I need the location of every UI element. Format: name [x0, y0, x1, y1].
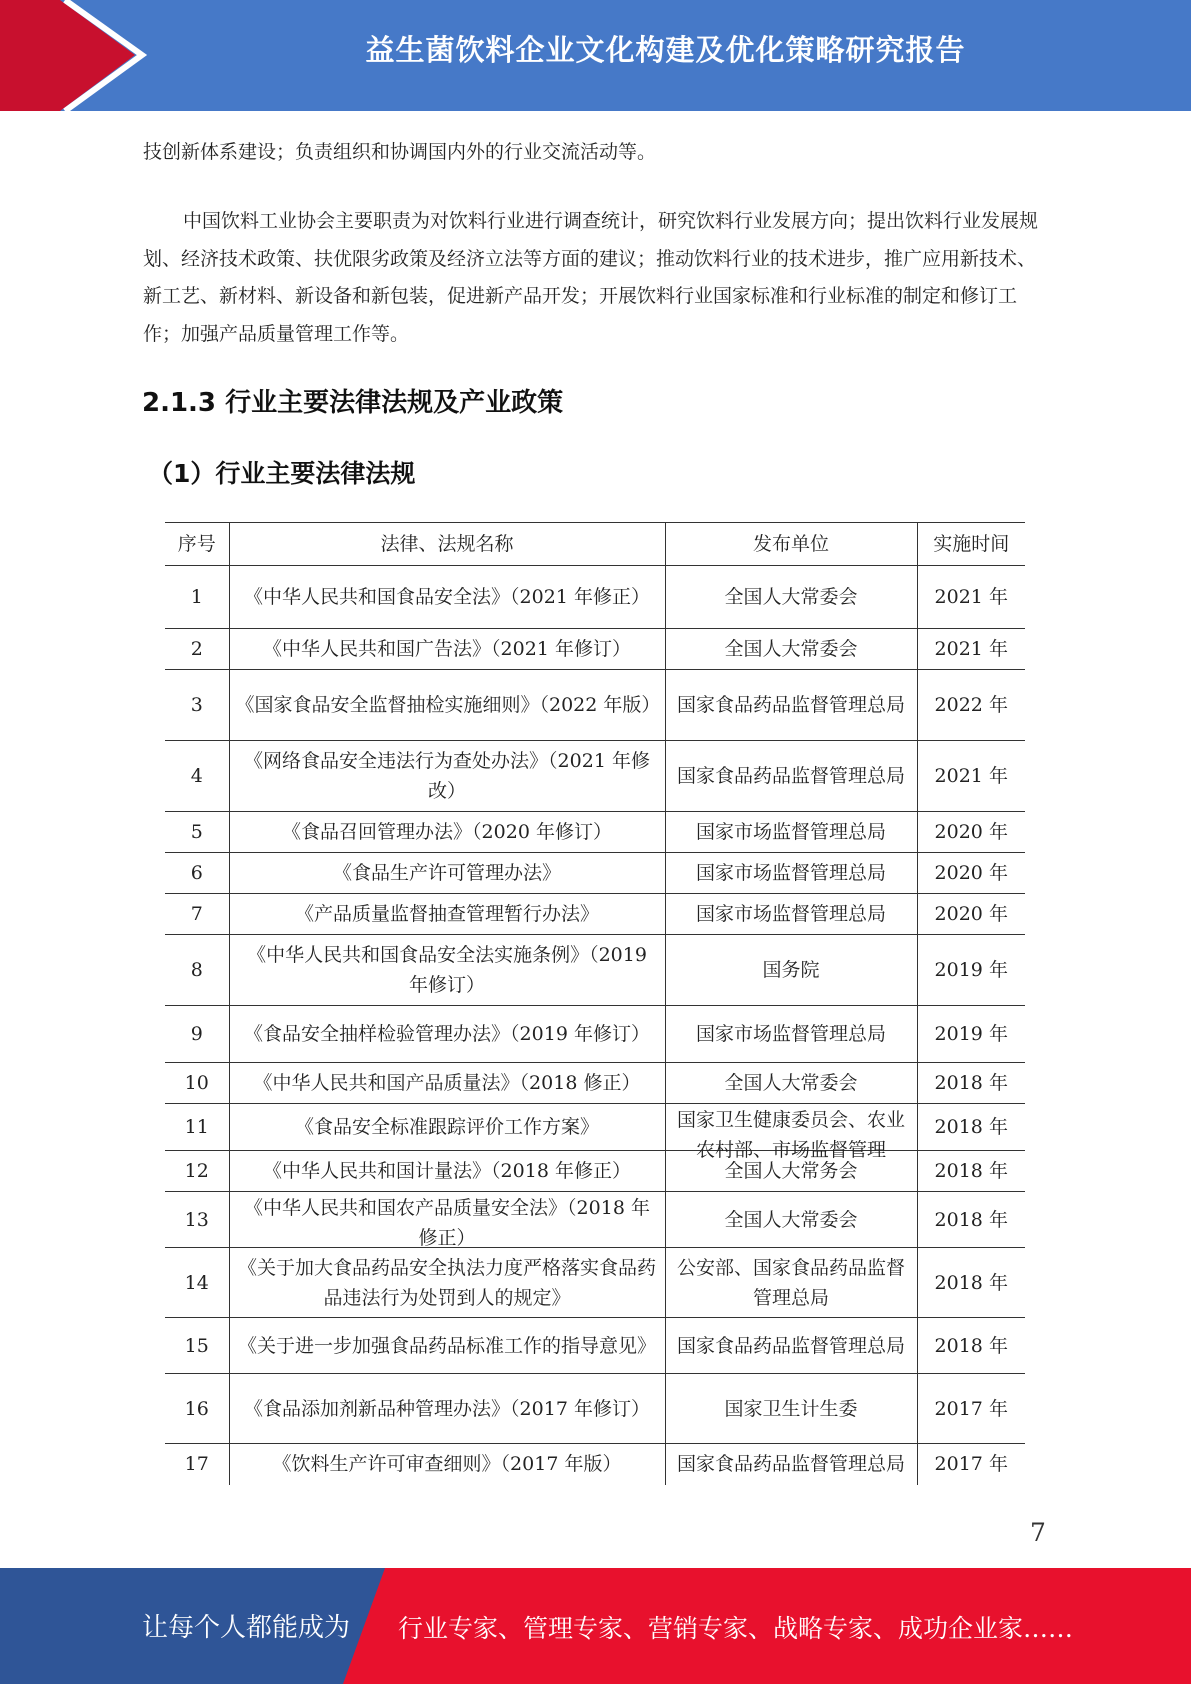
table-row — [165, 1374, 1025, 1444]
row-number: 5 — [165, 812, 229, 853]
effective-year: 2019 年 — [917, 935, 1025, 1006]
row-number: 3 — [165, 670, 229, 741]
issuer: 公安部、国家食品药品监督管理总局 — [665, 1248, 917, 1318]
issuer: 国家食品药品监督管理总局 — [665, 670, 917, 741]
laws-table — [165, 522, 1025, 1485]
row-number: 6 — [165, 853, 229, 894]
header-cell: 发布单位 — [665, 523, 917, 566]
law-name: 《食品添加剂新品种管理办法》（2017 年修订） — [229, 1374, 665, 1444]
section-heading: 2.1.3 行业主要法律法规及产业政策 — [142, 388, 564, 418]
table-row — [165, 853, 1025, 894]
table-row — [165, 1318, 1025, 1374]
law-name: 《中华人民共和国食品安全法》（2021 年修正） — [229, 566, 665, 629]
effective-year: 2017 年 — [917, 1374, 1025, 1444]
effective-year: 2021 年 — [917, 566, 1025, 629]
footer-slogan-right: 行业专家、管理专家、营销专家、战略专家、成功企业家…… — [398, 1614, 1074, 1643]
table-row — [165, 1063, 1025, 1104]
law-name: 《中华人民共和国食品安全法实施条例》（2019 年修订） — [229, 935, 665, 1006]
table-row — [165, 741, 1025, 812]
law-name: 《食品安全标准跟踪评价工作方案》 — [229, 1104, 665, 1151]
report-title: 益生菌饮料企业文化构建及优化策略研究报告 — [365, 33, 966, 67]
law-name: 《饮料生产许可审查细则》（2017 年版） — [229, 1444, 665, 1485]
law-name: 《食品召回管理办法》（2020 年修订） — [229, 812, 665, 853]
effective-year: 2021 年 — [917, 741, 1025, 812]
issuer: 国家市场监督管理总局 — [665, 853, 917, 894]
issuer — [665, 1444, 917, 1485]
table-row — [165, 629, 1025, 670]
law-name: 《国家食品安全监督抽检实施细则》（2022 年版） — [229, 670, 665, 741]
issuer: 国务院 — [665, 935, 917, 1006]
issuer: 国家食品药品监督管理总局 — [665, 741, 917, 812]
law-name-text: 《中华人民共和国农产品质量安全法》（2018 年修正） — [244, 1197, 650, 1249]
table-row — [165, 670, 1025, 741]
issuer — [665, 1318, 917, 1374]
row-number: 7 — [165, 894, 229, 935]
header-cell: 序号 — [165, 523, 229, 566]
issuer: 国家卫生计生委 — [665, 1374, 917, 1444]
row-number: 2 — [165, 629, 229, 670]
law-name: 《产品质量监督抽查管理暂行办法》 — [229, 894, 665, 935]
effective-year: 2019 年 — [917, 1006, 1025, 1063]
issuer: 国家市场监督管理总局 — [665, 894, 917, 935]
page-number: 7 — [1030, 1518, 1046, 1547]
issuer: 国家市场监督管理总局 — [665, 812, 917, 853]
effective-year: 2022 年 — [917, 670, 1025, 741]
law-name: 《中华人民共和国计量法》（2018 年修正） — [229, 1151, 665, 1192]
issuer-text: 国家食品药品监督管理总局 — [676, 1453, 905, 1476]
issuer: 全国人大常委会 — [665, 1063, 917, 1104]
table-row — [165, 935, 1025, 1006]
effective-year: 2020 年 — [917, 812, 1025, 853]
effective-year: 2021 年 — [917, 629, 1025, 670]
issuer-text: 国家卫生健康委员会、农业农村部、市场监督管理 — [676, 1109, 905, 1161]
table-row — [165, 1248, 1025, 1318]
law-name: 《中华人民共和国广告法》（2021 年修订） — [229, 629, 665, 670]
issuer: 全国人大常委会 — [665, 1192, 917, 1248]
effective-year: 2018 年 — [917, 1192, 1025, 1248]
issuer: 全国人大常委会 — [665, 566, 917, 629]
issuer-text: 国家食品药品监督管理总局 — [676, 1334, 905, 1357]
effective-year: 2018 年 — [917, 1063, 1025, 1104]
row-number: 9 — [165, 1006, 229, 1063]
table-row — [165, 1444, 1025, 1485]
law-name: 《食品生产许可管理办法》 — [229, 853, 665, 894]
row-number: 13 — [165, 1192, 229, 1248]
law-name: 《中华人民共和国产品质量法》（2018 修正） — [229, 1063, 665, 1104]
effective-year: 2017 年 — [917, 1444, 1025, 1485]
issuer: 国家市场监督管理总局 — [665, 1006, 917, 1063]
effective-year: 2020 年 — [917, 894, 1025, 935]
effective-year: 2018 年 — [917, 1318, 1025, 1374]
paragraph-1: 技创新体系建设；负责组织和协调国内外的行业交流活动等。 — [143, 141, 657, 163]
header-banner — [0, 0, 1191, 111]
law-name: 《关于加大食品药品安全执法力度严格落实食品药品违法行为处罚到人的规定》 — [229, 1248, 665, 1318]
effective-year: 2020 年 — [917, 853, 1025, 894]
row-number: 8 — [165, 935, 229, 1006]
law-name-text: 《关于进一步加强食品药品标准工作的指导意见》 — [237, 1334, 656, 1357]
row-number: 4 — [165, 741, 229, 812]
table-row — [165, 566, 1025, 629]
table-row — [165, 1104, 1025, 1151]
issuer: 全国人大常委会 — [665, 629, 917, 670]
row-number: 17 — [165, 1444, 229, 1485]
row-number: 12 — [165, 1151, 229, 1192]
law-name: 《网络食品安全违法行为查处办法》（2021 年修改） — [229, 741, 665, 812]
effective-year: 2018 年 — [917, 1104, 1025, 1151]
law-name-text: 《食品安全抽样检验管理办法》（2019 年修订） — [244, 1023, 650, 1045]
table-header-row — [165, 523, 1025, 566]
footer-slogan-left: 让每个人都能成为 — [142, 1613, 351, 1643]
table-row — [165, 812, 1025, 853]
law-name — [229, 1318, 665, 1374]
paragraph-2: 中国饮料工业协会主要职责为对饮料行业进行调查统计，研究饮料行业发展方向；提出饮料行业发展规划、经济技术政策、扶优限劣政策及经济立法等方面的建议；推动饮料行业的技术进步，推广应用新技术、新工艺、新材料、新设备和新包装，促进新产品开发；开展饮料行业国家标准和行业标准的制定和修订工作；加强产品质量管理工作等。 — [143, 210, 1039, 345]
issuer — [665, 1104, 917, 1161]
effective-year: 2018 年 — [917, 1151, 1025, 1192]
header-cell: 实施时间 — [917, 523, 1025, 566]
header-cell: 法律、法规名称 — [229, 523, 665, 566]
row-number: 15 — [165, 1318, 229, 1374]
law-name — [229, 1006, 665, 1063]
subsection-heading: （1）行业主要法律法规 — [148, 459, 416, 488]
table-row — [165, 1192, 1025, 1248]
law-name — [229, 1192, 665, 1248]
table-row — [165, 1006, 1025, 1063]
row-number: 1 — [165, 566, 229, 629]
effective-year: 2018 年 — [917, 1248, 1025, 1318]
row-number: 11 — [165, 1104, 229, 1151]
row-number: 14 — [165, 1248, 229, 1318]
row-number: 16 — [165, 1374, 229, 1444]
table-row — [165, 1151, 1025, 1192]
table-row — [165, 894, 1025, 935]
row-number: 10 — [165, 1063, 229, 1104]
issuer: 全国人大常务会 — [665, 1151, 917, 1192]
